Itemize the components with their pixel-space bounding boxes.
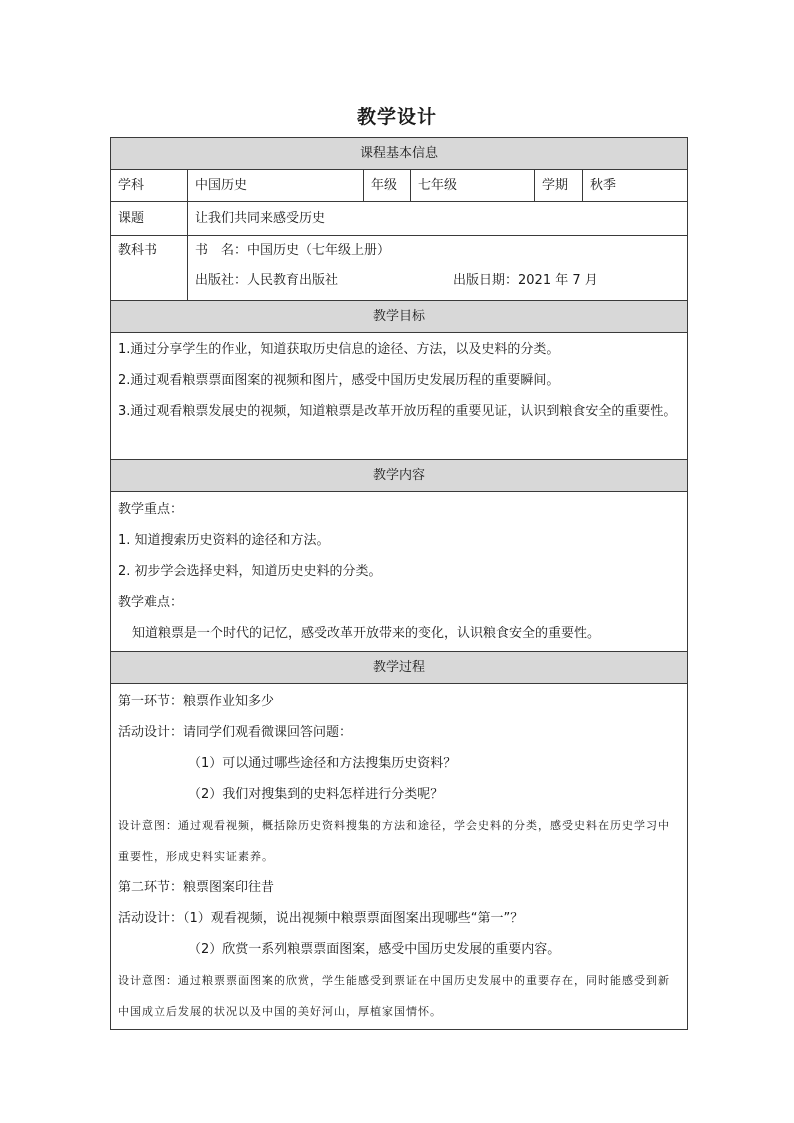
grade-label: 年级 — [364, 170, 411, 202]
key-point-2: 2. 初步学会选择史料，知道历史史料的分类。 — [118, 564, 382, 579]
content-row — [111, 492, 688, 652]
lesson-row — [111, 202, 688, 236]
step1-activity: 活动设计：请同学们观看微课回答问题： — [118, 725, 353, 740]
term-value: 秋季 — [583, 170, 688, 202]
step2-question-2: （2）欣赏一系列粮票票面图案，感受中国历史发展的重要内容。 — [188, 942, 561, 957]
content-header-row — [111, 460, 688, 492]
basic-info-header-row — [111, 138, 688, 170]
content-cell — [111, 492, 688, 652]
step1-question-2: （2）我们对搜集到的史料怎样进行分类呢？ — [188, 787, 444, 802]
grade-value: 七年级 — [411, 170, 535, 202]
difficulty-label: 教学难点： — [118, 595, 184, 610]
objective-item-3: 3.通过观看粮票发展史的视频，知道粮票是改革开放历程的重要见证，认识到粮食安全的重要性。 — [118, 404, 677, 419]
process-cell — [111, 684, 688, 1030]
subject-value: 中国历史 — [188, 170, 364, 202]
lesson-value: 让我们共同来感受历史 — [188, 202, 688, 236]
process-header-row — [111, 652, 688, 684]
step1-design-intent: 设计意图：通过观看视频，概括除历史资料搜集的方法和途径，学会史料的分类，感受史料在历史学习中重要性，形成史料实证素养。 — [118, 819, 670, 863]
lesson-plan-table — [110, 137, 688, 1030]
step1-title: 第一环节：粮票作业知多少 — [118, 694, 275, 709]
key-points-label: 教学重点： — [118, 502, 184, 517]
publisher-line: 出版社：人民教育出版社 — [195, 273, 339, 288]
textbook-details — [188, 236, 688, 301]
section-header-process: 教学过程 — [111, 652, 688, 684]
objective-item-2: 2.通过观看粮票票面图案的视频和图片，感受中国历史发展历程的重要瞬间。 — [118, 373, 560, 388]
lesson-label: 课题 — [111, 202, 188, 236]
document-title: 教学设计 — [356, 106, 437, 128]
step2-title: 第二环节：粮票图案印往昔 — [118, 880, 275, 895]
objectives-row — [111, 333, 688, 460]
textbook-row — [111, 236, 688, 301]
objective-item-1: 1.通过分享学生的作业，知道获取历史信息的途径、方法，以及史料的分类。 — [118, 342, 560, 357]
section-header-content: 教学内容 — [111, 460, 688, 492]
step2-design-intent: 设计意图：通过粮票票面图案的欣赏，学生能感受到票证在中国历史发展中的重要存在，同时能感受到新中国成立后发展的状况以及中国的美好河山，厚植家国情怀。 — [118, 974, 670, 1018]
subject-label: 学科 — [111, 170, 188, 202]
publish-date-line: 出版日期：2021 年 7 月 — [453, 273, 598, 288]
book-name-line: 书 名：中国历史（七年级上册） — [195, 243, 391, 258]
key-point-1: 1. 知道搜索历史资料的途径和方法。 — [118, 533, 330, 548]
objectives-header-row — [111, 301, 688, 333]
textbook-label: 教科书 — [111, 236, 188, 301]
subject-row — [111, 170, 688, 202]
objectives-cell — [111, 333, 688, 460]
step2-activity: 活动设计：（1）观看视频，说出视频中粮票票面图案出现哪些“第一”？ — [118, 911, 524, 926]
step1-question-1: （1）可以通过哪些途径和方法搜集历史资料？ — [188, 756, 457, 771]
term-label: 学期 — [535, 170, 583, 202]
process-row — [111, 684, 688, 1030]
difficulty-text: 知道粮票是一个时代的记忆，感受改革开放带来的变化，认识粮食安全的重要性。 — [132, 626, 601, 641]
section-header-basic-info: 课程基本信息 — [111, 138, 688, 170]
publisher-info — [195, 266, 680, 296]
section-header-objectives: 教学目标 — [111, 301, 688, 333]
